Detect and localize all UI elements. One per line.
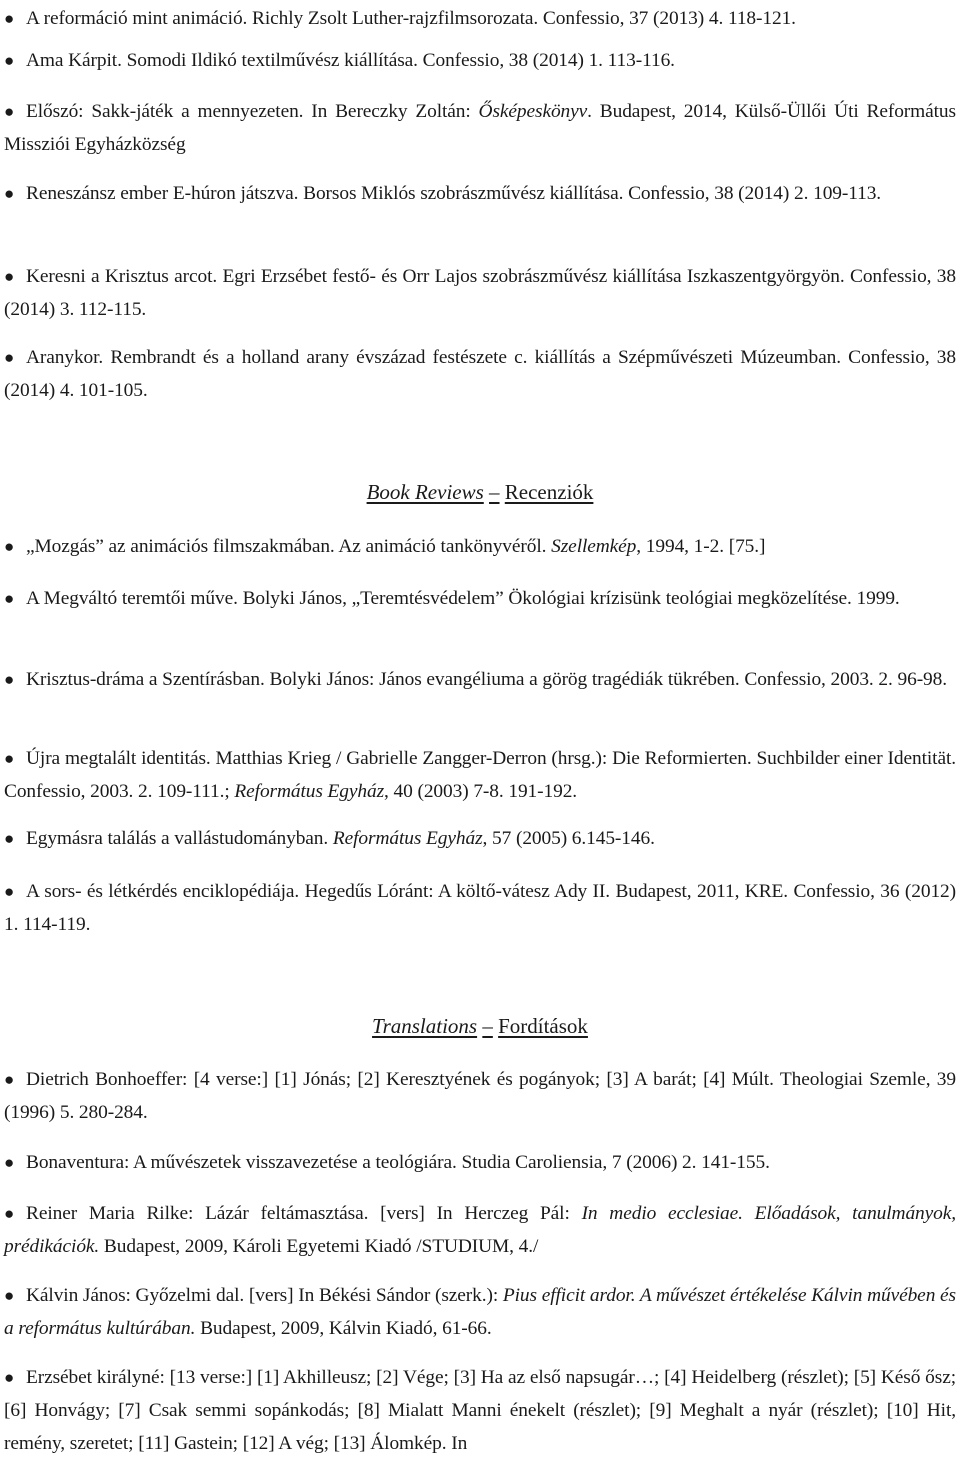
bullet-icon: ● xyxy=(4,184,15,203)
bibliography-entry: ● Előszó: Sakk-játék a mennyezeten. In Bereczky Zoltán: Ősképeskönyv. Budapest, 2014, Külső-Üllői Úti Református Missziói Egyházközség xyxy=(4,95,956,161)
bullet-icon: ● xyxy=(4,267,15,286)
bullet-icon: ● xyxy=(4,882,15,901)
bullet-icon: ● xyxy=(4,749,15,768)
bullet-icon: ● xyxy=(4,1070,15,1089)
bullet-icon: ● xyxy=(4,102,15,121)
bibliography-entry: ● Ama Kárpit. Somodi Ildikó textilművész kiállítása. Confessio, 38 (2014) 1. 113-116. xyxy=(4,44,956,77)
review-entry: ● Újra megtalált identitás. Matthias Krieg / Gabrielle Zangger-Derron (hrsg.): Die Reformierten. Suchbilder einer Identität. Confessio, 2003. 2. 109-111.; Református Egyház, 40 (2003) 7-8. 191-192. xyxy=(4,742,956,808)
review-entry: ● A Megváltó teremtői műve. Bolyki János, „Teremtésvédelem” Ökológiai krízisünk teológiai megközelítése. 1999. xyxy=(4,582,956,615)
translation-entry: ● Erzsébet királyné: [13 verse:] [1] Akhilleusz; [2] Vége; [3] Ha az első napsugár…; [4] Heidelberg (részlet); [5] Késő ősz; [6] Honvágy; [7] Csak semmi sopánkodás; [8] Mialatt Manni énekelt (részlet); [9] Meghalt a nyár (részlet); [10] Hit, remény, szeretet; [11] Gastein; [12] A vég; [13] Álomkép. In xyxy=(4,1361,956,1460)
bullet-icon: ● xyxy=(4,589,15,608)
bullet-icon: ● xyxy=(4,1204,15,1223)
bullet-icon: ● xyxy=(4,537,15,556)
bullet-icon: ● xyxy=(4,829,15,848)
bibliography-entry: ● A reformáció mint animáció. Richly Zsolt Luther-rajzfilmsorozata. Confessio, 37 (2013) 4. 118-121. xyxy=(4,2,956,35)
review-entry: ● „Mozgás” az animációs filmszakmában. Az animáció tankönyvéről. Szellemkép, 1994, 1-2. [75.] xyxy=(4,530,956,563)
bullet-icon: ● xyxy=(4,1286,15,1305)
review-entry: ● A sors- és létkérdés enciklopédiája. Hegedűs Lóránt: A költő-vátesz Ady II. Budapest, 2011, KRE. Confessio, 36 (2012) 1. 114-119. xyxy=(4,875,956,941)
bullet-icon: ● xyxy=(4,9,15,28)
bullet-icon: ● xyxy=(4,1153,15,1172)
translation-entry: ● Kálvin János: Győzelmi dal. [vers] In Békési Sándor (szerk.): Pius efficit ardor. A művészet értékelése Kálvin művében és a református kultúrában. Budapest, 2009, Kálvin Kiadó, 61-66. xyxy=(4,1279,956,1345)
review-entry: ● Egymásra találás a vallástudományban. Református Egyház, 57 (2005) 6.145-146. xyxy=(4,822,956,855)
bullet-icon: ● xyxy=(4,51,15,70)
bibliography-entry: ● Keresni a Krisztus arcot. Egri Erzsébet festő- és Orr Lajos szobrászművész kiállítása Iszkaszentgyörgyön. Confessio, 38 (2014) 3. 112-115. xyxy=(4,260,956,326)
translation-entry: ● Dietrich Bonhoeffer: [4 verse:] [1] Jónás; [2] Keresztyének és pogányok; [3] A barát; [4] Múlt. Theologiai Szemle, 39 (1996) 5. 280-284. xyxy=(4,1063,956,1129)
bullet-icon: ● xyxy=(4,670,15,689)
bullet-icon: ● xyxy=(4,1368,15,1387)
bibliography-entry: ● Aranykor. Rembrandt és a holland arany évszázad festészete c. kiállítás a Szépművészeti Múzeumban. Confessio, 38 (2014) 4. 101-105. xyxy=(4,341,956,407)
section-heading-translations: Translations – Fordítások xyxy=(372,1014,588,1038)
bullet-icon: ● xyxy=(4,348,15,367)
translation-entry: ● Bonaventura: A művészetek visszavezetése a teológiára. Studia Caroliensia, 7 (2006) 2. 141-155. xyxy=(4,1146,956,1179)
review-entry: ● Krisztus-dráma a Szentírásban. Bolyki János: János evangéliuma a görög tragédiák tükrében. Confessio, 2003. 2. 96-98. xyxy=(4,663,956,696)
section-heading-book-reviews: Book Reviews – Recenziók xyxy=(366,480,594,504)
translation-entry: ● Reiner Maria Rilke: Lázár feltámasztása. [vers] In Herczeg Pál: In medio ecclesiae. Előadások, tanulmányok, prédikációk. Budapest, 2009, Károli Egyetemi Kiadó /STUDIUM, 4./ xyxy=(4,1197,956,1263)
bibliography-entry: ● Reneszánsz ember E-húron játszva. Borsos Miklós szobrászművész kiállítása. Confessio, 38 (2014) 2. 109-113. xyxy=(4,177,956,210)
